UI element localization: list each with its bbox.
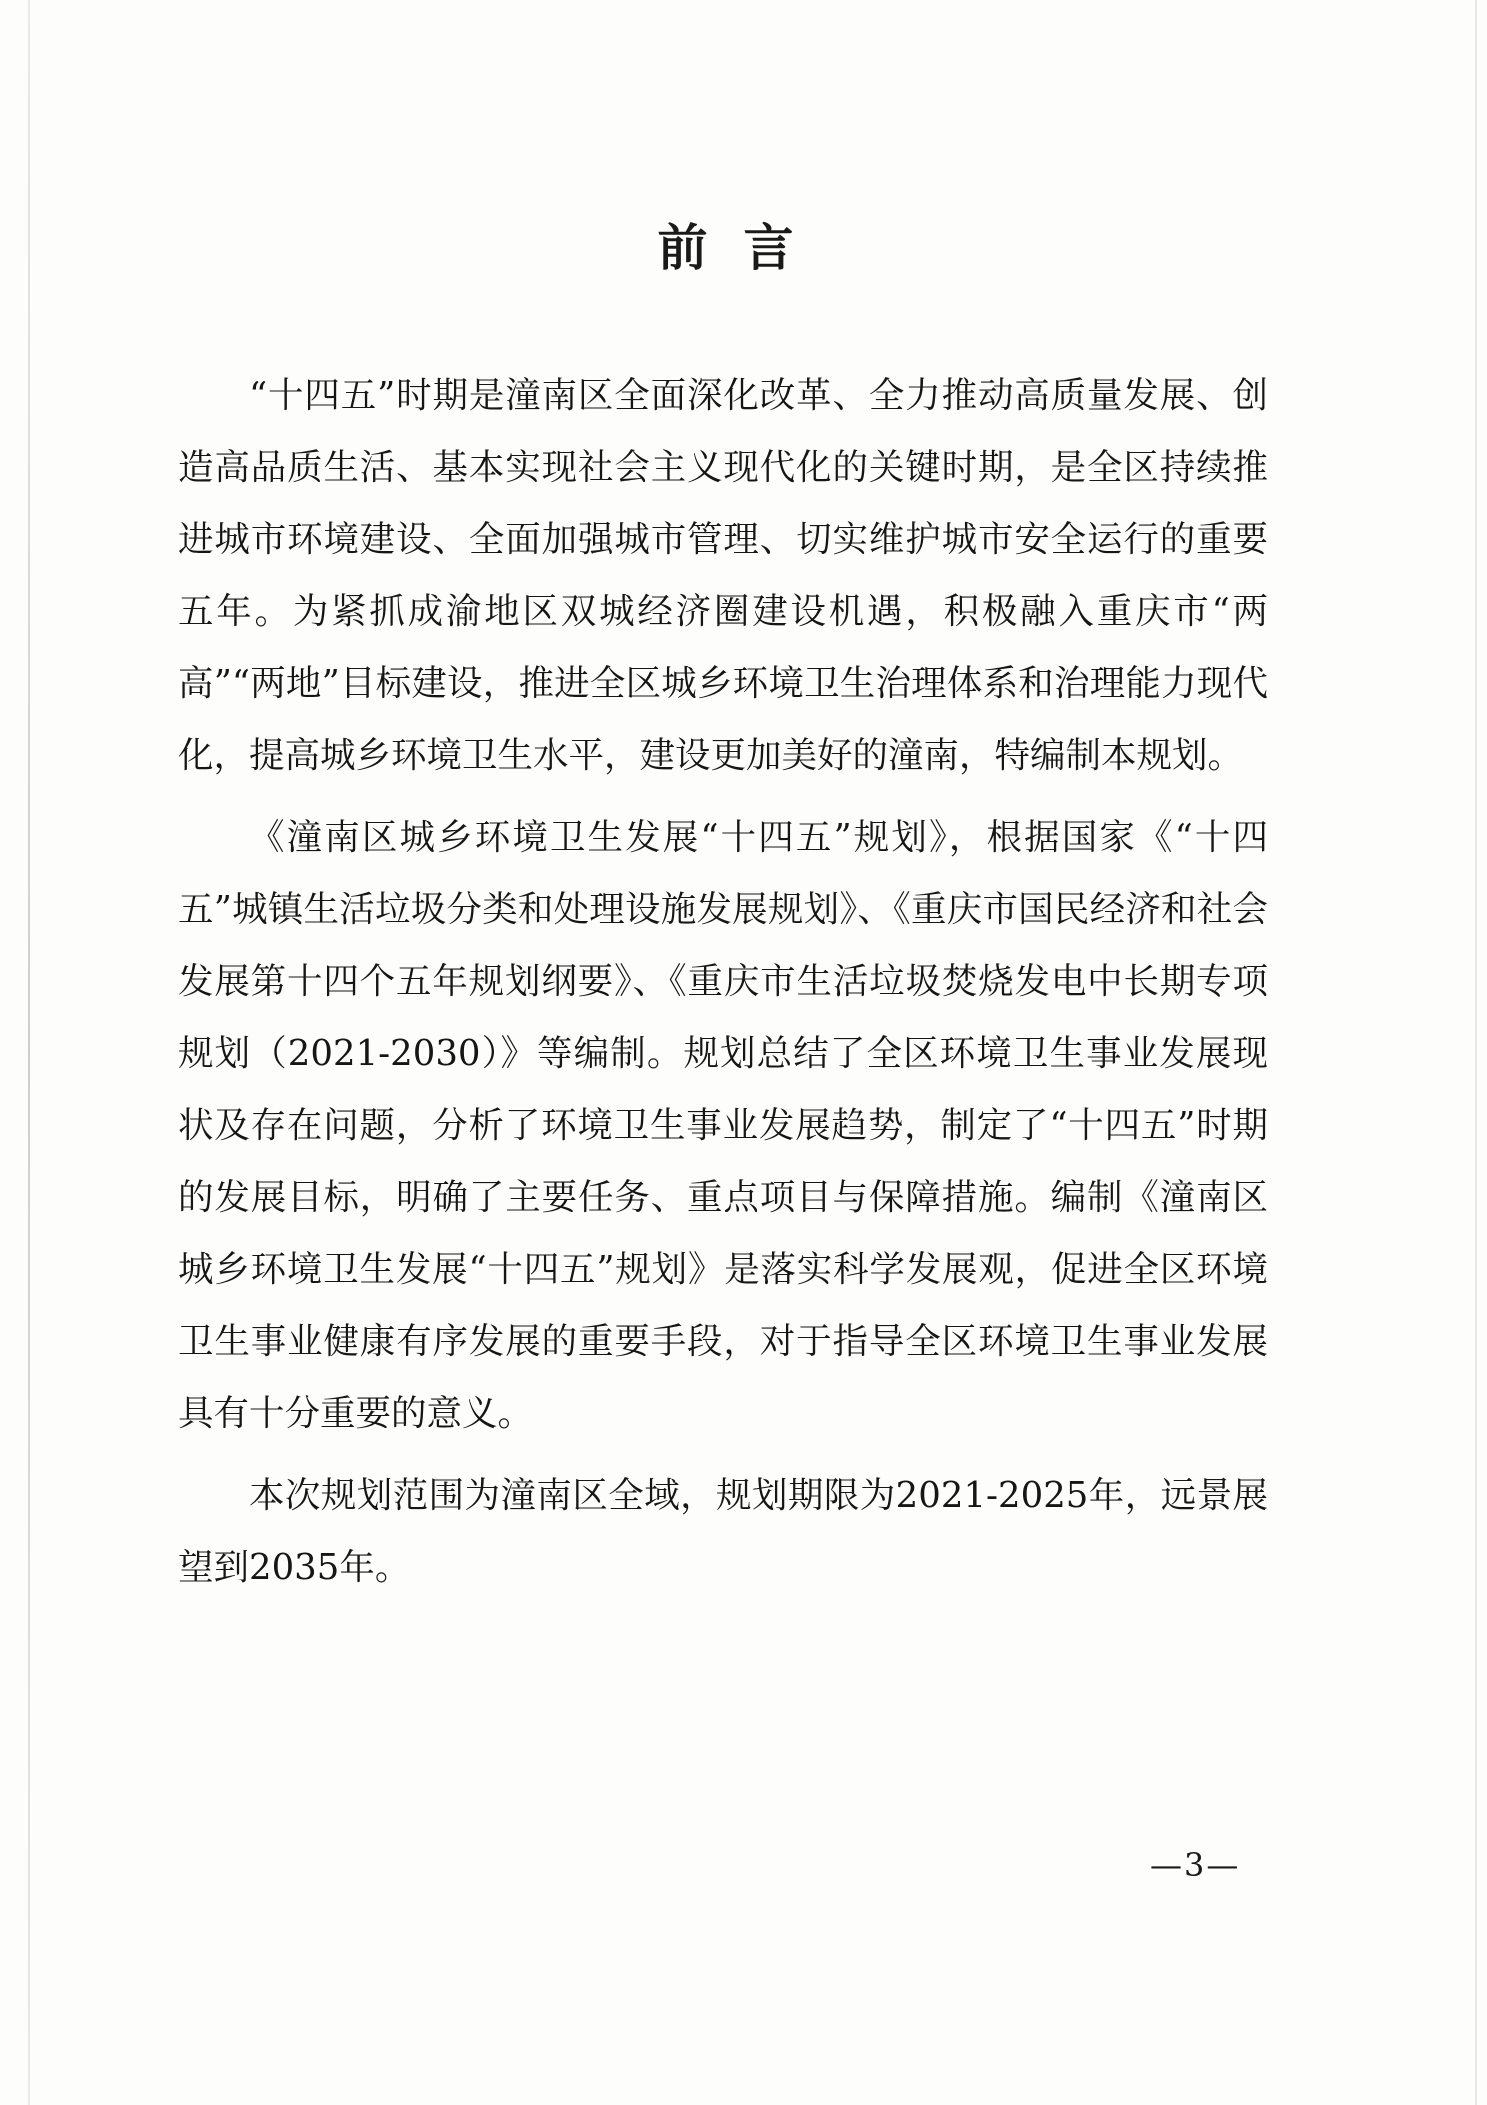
paragraph-2: 《潼南区城乡环境卫生发展“十四五”规划》，根据国家《“十四五”城镇生活垃圾分类和处理设施发展规划》、《重庆市国民经济和社会发展第十四个五年规划纲要》、《重庆市生活垃圾焚烧发电中长期专项规划（2021-2030）》等编制。规划总结了全区环境卫生事业发展现状及存在问题，分析了环境卫生事业发展趋势，制定了“十四五”时期的发展目标，明确了主要任务、重点项目与保障措施。编制《潼南区城乡环境卫生发展“十四五”规划》是落实科学发展观，促进全区环境卫生事业健康有序发展的重要手段，对于指导全区环境卫生事业发展具有十分重要的意义。 [178, 817, 1268, 1434]
page-title: 前言 [657, 219, 830, 277]
scan-edge-left [28, 0, 30, 2105]
paragraph-3: 本次规划范围为潼南区全域，规划期限为2021-2025年，远景展望到2035年。 [178, 1475, 1268, 1588]
body-text [178, 360, 1268, 1614]
scan-edge-right [1475, 0, 1477, 2105]
paragraph-1: “十四五”时期是潼南区全面深化改革、全力推动高质量发展、创造高品质生活、基本实现社会主义现代化的关键时期，是全区持续推进城市环境建设、全面加强城市管理、切实维护城市安全运行的重要五年。为紧抓成渝地区双城经济圈建设机遇，积极融入重庆市“两高”“两地”目标建设，推进全区城乡环境卫生治理体系和治理能力现代化，提高城乡环境卫生水平，建设更加美好的潼南，特编制本规划。 [178, 375, 1268, 776]
page-number: —3— [1150, 1846, 1241, 1884]
